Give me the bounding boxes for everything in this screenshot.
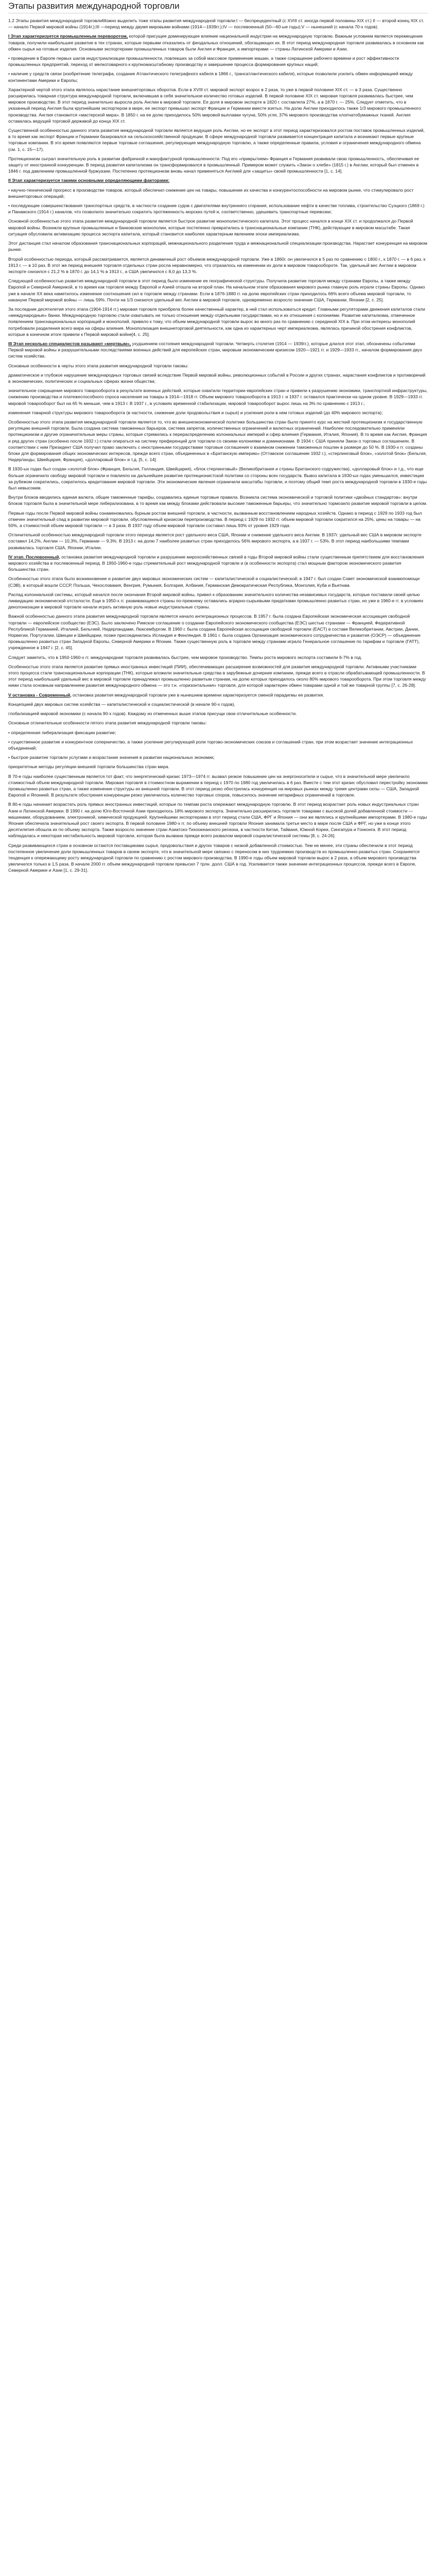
stage-2-paragraph-1: Основной особенностью этого этапа развития международной торговли является быстрое развитие монополистического капитала. Этот процесс начался в конце XIX ст. и продолжался до Первой мировой войны. Возникли крупные промышленные и банковские монополии, которые постепенно превратились в транснациональные компании (ТНК), действующие в мировом масштабе. Такая ситуация обусловила активизацию процесса экспорта капитала, который становится наиболее характерным явлением эпохи империализма. xyxy=(8,218,413,236)
stage-2-heading: II Этап характеризуется такими основными определяющими факторами: xyxy=(8,178,170,183)
stage-3-lead-paragraph xyxy=(8,341,428,360)
stage-4-paragraph-1: Особенностью этого этапа было возникновение и развитие двух мировых экономических систем — капиталистической и социалистической; в 1947 г. был создан Совет экономической взаимопомощи (СЭВ), в который вошли СССР, Польша, Чехословакия, Венгрия, Румыния, Болгария, Албания, Германская Демократическая Республика, Монголия, Куба и Вьетнам. xyxy=(8,576,420,588)
stage-3-paragraph-5: Особенностью этого этапа развития международной торговли является то, что во внешнеэкономической политике большинства стран было принято курс на жесткий протекционизм и государственную регуляцию внешней торговли. Была создана система таможенных барьеров, система запретов, количественных ограничений и валютных ограничений. Наиболее последовательно применяли протекционизм и другие ограничительные меры страны, которые стремились к перераспределению колониальных империй и сфер влияния (Германия, Италия, Япония). В то время как Англия, Франция и ряд других стран (особенно после 1932 г.) стали опираться на систему преференций для торговли со своими колониями и доминионами. В 1934 г. США приняли Закон о торговых соглашениях. В соответствии с ним Президент США получил право заключать с иностранными государствами торговые соглашения о взаимном снижении таможенных пошлин в размере до 50 %. В 1930-х гг. созданы блоки для формирования общих экономических интересов, прежде всего стран, объединенных в «Британскую империю» (Оттавское соглашение 1932 г.), «стерлинговый блок», «золотой блок» (Бельгия, Нидерланды, Швейцария, Франция), «долларовый блок» и т.д. [5, с. 14]. xyxy=(8,419,427,463)
stage-5-paragraph-2: глобализацией мировой экономики (с начала 90-х годов). Каждому из отмеченных выше этапов присущи свои отличительные особенности. xyxy=(8,711,297,717)
stage-3-paragraph-9: Отличительной особенностью международной торговли этого периода является рост удельного веса США, Японии и снижение удельного веса Англии. В 1937г. удельный вес США в мировом экспорте составил 14,2%, Англии — 10,3%, Германии — 9,3%. В 1913 г. на долю 7 наиболее развитых стран приходилось 56% мирового экспорта, а в 1937 г. — 53%. В этот период наибольшими темпами развивалась торговля США, Японии, Италии. xyxy=(8,532,422,550)
stage-3-paragraph-1: Основные особенности в черты этого этапа развития международной торговли таковы: xyxy=(8,363,189,368)
stage-2-paragraph-3: Второй особенностью периода, который рассматривается, является динамичный рост объемов международной торговли. Уже в 1860г. он увеличился в 5 раз по сравнению с 1800 г., к 1870 г. — в 6 раз, к 1913 г. — в 10 раз. В этот же период внешняя торговля отдельных стран росла неравномерно, что отразилось на изменении их доли в мировом товарообороте. Так, удельный вес Англии в мировом экспорте снизился с 21,2 % в 1870 г. до 14,1 % в 1913 г., а США увеличился с 8,0 до 13,3 %. xyxy=(8,256,426,274)
stage-2-heading-paragraph xyxy=(8,177,428,183)
document xyxy=(8,0,428,874)
stage-4-intro-text: остановка развития международной торговли и разрушение мирохозяйственных связей в годы Второй мировой войны стали существенным препятствием для восстановления мирового хозяйства в послевоенный период. В 1950-1960-е годы стремительный рост международной торговли и (в особенности экспорта) стал мощным фактором экономического развития большинства стран. xyxy=(8,554,424,572)
stage-1-paragraph-3: Протекционизм сыграл значительную роль в развитии фабричной и мануфактурной промышленности. Под его «прикрытием» Франция и Германия развивали свою промышленность, обеспечивая ее защиту от иностранной конкуренции. В период развития капитализма он трансформировался в промышленный. Примером может служить «Закон о хлебе» (1815 г.) в Англии, который был отменен в 1846 г. под давлением промышленной буржуазии. Постепенно протекционизм вновь начал применяться Англией для «защиты» своей промышленности [1, с. 14]. xyxy=(8,156,420,174)
page-title: Этапы развития международной торговли xyxy=(8,1,428,13)
stage-4-lead-paragraph xyxy=(8,554,428,573)
stage-5-list-item-2: • существенное развитие и конкурентное соперничество, а также усиление регулирующей роли торгово-экономических союзов и соглашений стран, при этом возрастает значение интеграционных объединений; xyxy=(8,739,413,751)
stage-3-paragraph-2: драматическое и глубокое нарушение международных торговых связей вследствие Первой мировой войны, революционных событий в России и других странах, нарастания конфликтов и противоречий в экономических, политических и социальных сферах жизни общества; xyxy=(8,372,426,384)
stage-1-paragraph-2: Существенной особенностью данного этапа развития международной торговли является ведущая роль Англии, но ее экспорт в этот период характеризовался ростом поставок промышленных изделий, в то время как экспорт Франции и Германии базировался на сельскохозяйственной продукции. В сфере международной торговли развивается концентрация капитала и возникают первые крупные торговые компании. В это время появляются первые торговые соглашения, регулирующие международную торговлю, а также определенные правила, условия и ограничения международного обмена (см. 1, с. 15—17). xyxy=(8,128,425,152)
stage-1-factor-1: • проведение в Европе первых шагов индустриализации промышленности, повлекших за собой массовое применение машин, а также сокращение рабочего времени и рост эффективности промышленных предприятий, переход от мелкотоварного к крупномасштабному производству и завершение процесса формирования крупных наций; xyxy=(8,56,399,67)
stage-5-paragraph-3: Основные отличительные особенности пятого этапа развития международной торговли таковы: xyxy=(8,720,207,726)
stage-2-paragraph-2: Этот дистанция стал началом образования транснациональных корпораций, межнационального разделения труда и межнациональной специализации производства. Нарастает конкуренция на мировом рынке. xyxy=(8,241,428,252)
intro-paragraph: 1.2 Этапы развития международной торговлиМожно выделить тоже этапы развития международной торговли:I — беспрецедентный (с XVIII ст. иногда первой половины XIX ст.) II — второй конец XIX ст. — начало Первой мировой войны (1914г.);III —период между двумя мировыми войнами (1914—1939гг.);IV — послевоенный (50—60-ые годы);V — нынешний (с начала 70-х годов). xyxy=(8,18,424,30)
stage-2-paragraph-4: Следующей особенностью развития международной торговли в этот период было изменение ее географической структуры. Получила развитие торговля между странами Европы, а также между Европой и Северной Америкой, в то время как торговля между Европой и Азией отошла на второй план. На начальном этапе образования мирового рынка главную роль играли страны Европы. Однако уже в начале XX века наметилось изменение соотношения сил в торговле между странами. Если в 1876-1880 гг. на долю европейских стран приходилось 66% всего объема мировой торговли, то накануне Первой мировой войны — лишь 59%. Почти на 1/3 снизился удельный вес Англии в мировой торговле, одновременно возросло значение США, Германии, Японии [2, с. 25]. xyxy=(8,278,425,302)
stage-5-lead-paragraph xyxy=(8,692,428,698)
stage-5-heading: V остановка - Современный, xyxy=(8,692,72,698)
stage-3-intro-text: ухудшением состояния международной торговли. Четверть столетия (1914 — 1939гг.), которые длился этот этап, обозначены событиями Первой мировой войны и разрушительными последствиями военных действий для европейских стран, мировым экономическим кризисом 1920—1921 гг. и 1929—1933 гг., началом формирования двух систем хозяйства. xyxy=(8,341,422,359)
stage-2-factor-2: • последующие совершенствования транспортных средств, в частности создание судов с двигателями внутреннего сгорания, использование нефти в качестве топлива, строительство Суэцкого (1869 г.) и Панамского (1914 г.) каналов, что позволило значительно сократить протяженность морских путей и, соответственно, удешевить транспортные перевозки; xyxy=(8,203,425,215)
stage-4-heading: IV этап. Послевоенный, xyxy=(8,554,60,560)
stage-2-paragraph-5: За последние десятилетия этого этапа (1904-1914 гг.) мировая торговля приобрела более качественный характер, в ней стал использоваться кредит. Главными регуляторами движения капиталов стали «международные» банки. Международную торговлю стали охватывать не только отношения между отдельными государствами, но и их отношения с колониями. Развитие капитализма, отмеченное появлением транснациональных корпораций и монополий, привело к тому, что объем международной торговли вырос во много раз по сравнению с серединой XIX в. При этом интересы монополий потребовали разделения всего мира на сферы влияния. Монополизация внешнеторговой деятельности, как одна из характерных черт империализма, являлась причиной обострения конфликтов, которые в конечном итоге привели к Первой мировой войне[4, с. 25]. xyxy=(8,306,425,337)
stage-3-paragraph-3: значительное сокращение мирового товарооборота в результате военных действий, которые охватили территории европейских стран и привели к разрушению экономики, транспортной инфраструктуры, снижению производства и платежеспособного спроса населения на товары в 1914—1918 гг. Объем мирового товарооборота в 1913 г. и 1937 г. оставался практически на одном уровне. В 1929—1933 гг. мировой товарооборот был на 65 % меньше, чем в 1913 г. В 1937 г., в условиях временной стабилизации, мировой товарооборот вырос лишь на 3% по сравнению с 1913 г.; xyxy=(8,388,428,406)
stage-5-paragraph-6: В 80-е годы начинает возрастать роль прямых иностранных инвестиций, которые по темпам роста опережают международную торговлю. В этот период возрастает роль новых индустриальных стран Азии и Латинской Америки. В 1990 г. на долю Юго-Восточной Азии приходилось 18% мирового экспорта. Значительно расширилась торговля товарами с высокой долей добавленной стоимости — машинами, оборудованием, электроникой, химической продукцией. Крупнейшими экспортерами в этот период стали США, ФРГ и Япония — они же являлись и крупнейшими импортерами. В 1980-е годы Япония обеспечила значительный рост своего экспорта. В первой половине 1980-х гг. по объему внешней торговли Япония занимала третье место в мире после США и ФРГ, но уже в конце этого десятилетия обошла их по объему экспорта. Также возросло значение стран Азиатско-Тихоокеанского региона, в частности Китая, Тайваня, Южной Кореи, Сингапура и Гонконга. В этот период наблюдалась и некоторая нестабильность мировой торговли, которая была вызвана прежде всего развалом мировой социалистической системы [8, с. 24-26]. xyxy=(8,802,427,839)
stage-3-paragraph-6: В 1930-ых годах был создан «золотой блок» (Франция, Бельгия, Голландия, Швейцария), «блок стерлинговый» (Великобритания и страны Британского содружества), «долларовый блок» и т.д., что еще больше ограничило свободу мировой торговли и повлияло на дальнейшее развитие протекционистской политики со стороны всех государств. Вывоз капитала в 1930-ых годах уменьшился, инвестиции за рубежом сократились, сократилось кредитование мировой торговли. Эти экономические явления ограничили масштабы торговли, и поэтому общий темп роста международной торговли в 1930-е годы был невысоким. xyxy=(8,466,427,490)
stage-5-paragraph-7: Среди развивающихся стран в основном остаются поставщиками сырья, продовольствия и других товаров с низкой добавленной стоимостью. Тем не менее, эти страны обеспечили в этот период постепенное увеличение доли промышленных товаров в своем экспорте, что в значительной мере связано с переносом в них трудоемких производств из промышленно развитых стран. Сохраняется тенденция к опережающему росту международной торговли по сравнению с ростом мирового производства. В 1990-е годы объем мировой торговли вырос в 2 раза, а объем мирового производства увеличился только в 1,5 раза. В начале 2000 гг. объем международной торговли превысил 7 трлн. долл. США в год. Усиливается также значение интеграционных процессов, прежде всего в Европе, Северной Америке и Азии [1, с. 29-31]. xyxy=(8,842,420,873)
stage-5-intro-text: остановка развития международной торговли уже в нынешнем времени характеризуется сменой парадигмы ее развития. xyxy=(71,692,324,698)
stage-3-paragraph-4: изменения товарной структуры мирового товарооборота (в частности, снижение доли продовольствия и сырья) и усиления роли в нем готовых изделий (до 40% мирового экспорта); xyxy=(8,410,383,415)
stage-5-paragraph-4: приоритетные методы регуляции внешней торговли большинства стран мира. xyxy=(8,764,170,770)
stage-4-paragraph-3: Важной особенностью данного этапа развития международной торговли является начало интеграционных процессов. В 1957 г. была создана Европейская экономическая ассоциация свободной торговли — европейское сообщество (ЕЭС). Было заключено Римское соглашение о создании Европейского экономического сообщества (ЕЭС) шестью странами — Францией, Федеративной Республикой Германией, Италией, Бельгией, Нидерландами, Люксембургом. В 1960 г. была создана Европейская ассоциация свободной торговли (ЕАСТ) в составе Великобритании, Австрии, Дании, Норвегии, Португалии, Швеции и Швейцарии, позже присоединились Исландия и Финляндия. В 1961 г. была создана Организация экономического сотрудничества и развития (ОЭСР) — объединение промышленно развитых стран Западной Европы, Северной Америки и Японии. Также существенную роль в торговле между странами играло Генеральное соглашение по тарифам и торговле (ГАТТ), учрежденное в 1947 г. [2, с. 45]. xyxy=(8,614,421,651)
stage-4-paragraph-5: Особенностью этого этапа является развитие прямых иностранных инвестиций (ПИИ), обеспечивающих расширение возможностей для развития международной торговли. Активными участниками этого процесса стали транснациональные корпорации (ТНК), которые вложили значительные средства в зарубежные дочерние компании, прежде всего в отрасли обрабатывающей промышленности. В этот период наибольший удельный вес в мировой торговле принадлежал промышленно развитым странам, на долю которых приходилось около 80% мирового товарооборота. При этом торговля между ними стала основным направлением развития международного обмена — это т.н. «горизонтальная» торговля, для которой характерен обмен товарами одной и той же товарной группы [7, с. 26-28]. xyxy=(8,664,426,688)
stage-1-intro-text: которой присущее доминирующее влияние национальной индустрии на международную торговлю. Важным условием является перемещение товаров, получили наибольшее развитие в тех странах, которые первыми отказались от феодальных отношений, обогащающих их. В этот период международная торговля развивалась в основном как обмен сырья на готовые изделия. Основными экспортерами промышленных товаров были Англия и Франция, а импортерами — страны Латинской Америки и Азии. xyxy=(8,33,424,52)
stage-2-factor-1: • научно-технический прогресс в производстве товаров, который обеспечил снижение цен на товары, повышение их качества и конкурентоспособности на мировом рынке, что стимулировало рост внешнеторговых операций; xyxy=(8,187,414,199)
stage-1-paragraph-1: Характерной чертой этого этапа являлось нарастание внешнеторговых оборотов. Если в XVIII ст. мировой экспорт возрос в 2 раза, то уже в первой половине XIX ст. — в 3 раза. Существенно расширилась товарная структура международной торговли, включившая в себя значительное количество готовых изделий. В первой половине XIX ст. мировая торговля развивалась быстрее, чем мировое производство. В этот период значительно выросла роль Англии в мировой торговле. Ее доля в мировом экспорте в 1820 г. составляла 27%, а в 1870 г. — 25%. Следует отметить, что в указанный период Англия была крупнейшим экспортером в мире, ее экспорт превышал экспорт Франции и Германии вместе взятых. На долю Англии приходилось также 1/3 мирового промышленного производства. Англия становится «мастерской мира». В 1850 г. на ее долю приходилось 50% мировой выплавки чугуна, 50% угля, 37% мирового производства хлопчатобумажных тканей. Англия оставалась ведущей торговой державой до конца XIX ст. xyxy=(8,87,421,124)
stage-3-heading: III Этап несколько специалистов называют «мертвым», xyxy=(8,341,131,346)
stage-5-list-item-3: • быстрое развитие торговли услугами и возрастание значения в развитии национальных экономик; xyxy=(8,755,215,760)
stage-5-paragraph-1: Концепцией двух мировых систем хозяйства — капиталистической и социалистической (в начале 90-х годов), xyxy=(8,701,235,707)
stage-3-paragraph-7: Внутри блоков вводились единая валюта, общие таможенные тарифы, создавались единые торговые правила. Возникла система экономической и торговой политики «двойных стандартов»: внутри блоков торговля была в значительной мере либерализована, в то время как между блоками действовали высокие таможенные барьеры, что значительно тормозило развитие мировой торговли в целом. xyxy=(8,495,428,506)
stage-5-paragraph-5: В 70-е годы наиболее существенным является тот факт, что энергетический кризис 1973—1974 гг. вызвал резкое повышение цен на энергоносители и сырье, что в значительной мере увеличило стоимостный объем международной торговли. Мировая торговля в стоимостном выражении в период с 1970 по 1980 год увеличилась в 6 раз. Вместе с тем этот кризис обусловил перестройку экономики промышленно развитых стран, а также изменение структуры их внешней торговли. В этот период резко обострилась конкуренция на мировых рынках между тремя центрами силы — США, Западной Европой и Японией. В результате обострения конкуренции резко увеличилось количество торговых споров, повысилось значение нетарифных ограничений в торговле. xyxy=(8,773,428,798)
stage-1-factor-2: • наличие у средств связи (изобретение телеграфа, создание Атлантического телеграфного кабеля в 1866 г., трансатлантического кабеля), которые позволили усилить обмен информацией между континентами Америки и Европы; xyxy=(8,71,413,83)
stage-1-lead-paragraph xyxy=(8,33,428,52)
stage-3-paragraph-8: Первые годы после Первой мировой войны ознаменовались бурным ростом внешней торговли, в частности, вызванным восстановлением народных хозяйств. Однако в период с 1929 по 1933 год был отмечен значительный спад в развитии мировой торговли, обусловленный кризисом перепроизводства. В период с 1929 по 1932 гг. объем мировой торговли сократился на 25%, цены на товары — на 50%, а стоимостной объем мировой торговли — в 3 раза. В 1937 году объем мировой торговли составил лишь 93% от уровня 1929 года. xyxy=(8,510,422,529)
stage-4-paragraph-2: Распад колониальной системы, который начался после окончания Второй мировой войны, привел к образованию значительного количества независимых государств, которые поставили своей целью ликвидацию экономической отсталости. Еще в 1950-х гг. развивающиеся страны по-прежнему оставались аграрно-сырьевыми придатками промышленно развитых стран, но уже в 1960-е гг. в условиях деколонизации в мировой торговле начали играть активную роль новые индустриальные страны. xyxy=(8,591,424,610)
stage-4-paragraph-4: Следует заметить, что в 1950-1960-х гг. международная торговля развивалась быстрее, чем мировое производство. Темпы роста мирового экспорта составили 6-7% в год. xyxy=(8,654,362,660)
stage-1-heading: I Этап характеризуется промышленным переворотом, xyxy=(8,33,128,39)
stage-5-list-item-1: • определенная либерализация фиксации развитие; xyxy=(8,730,116,735)
